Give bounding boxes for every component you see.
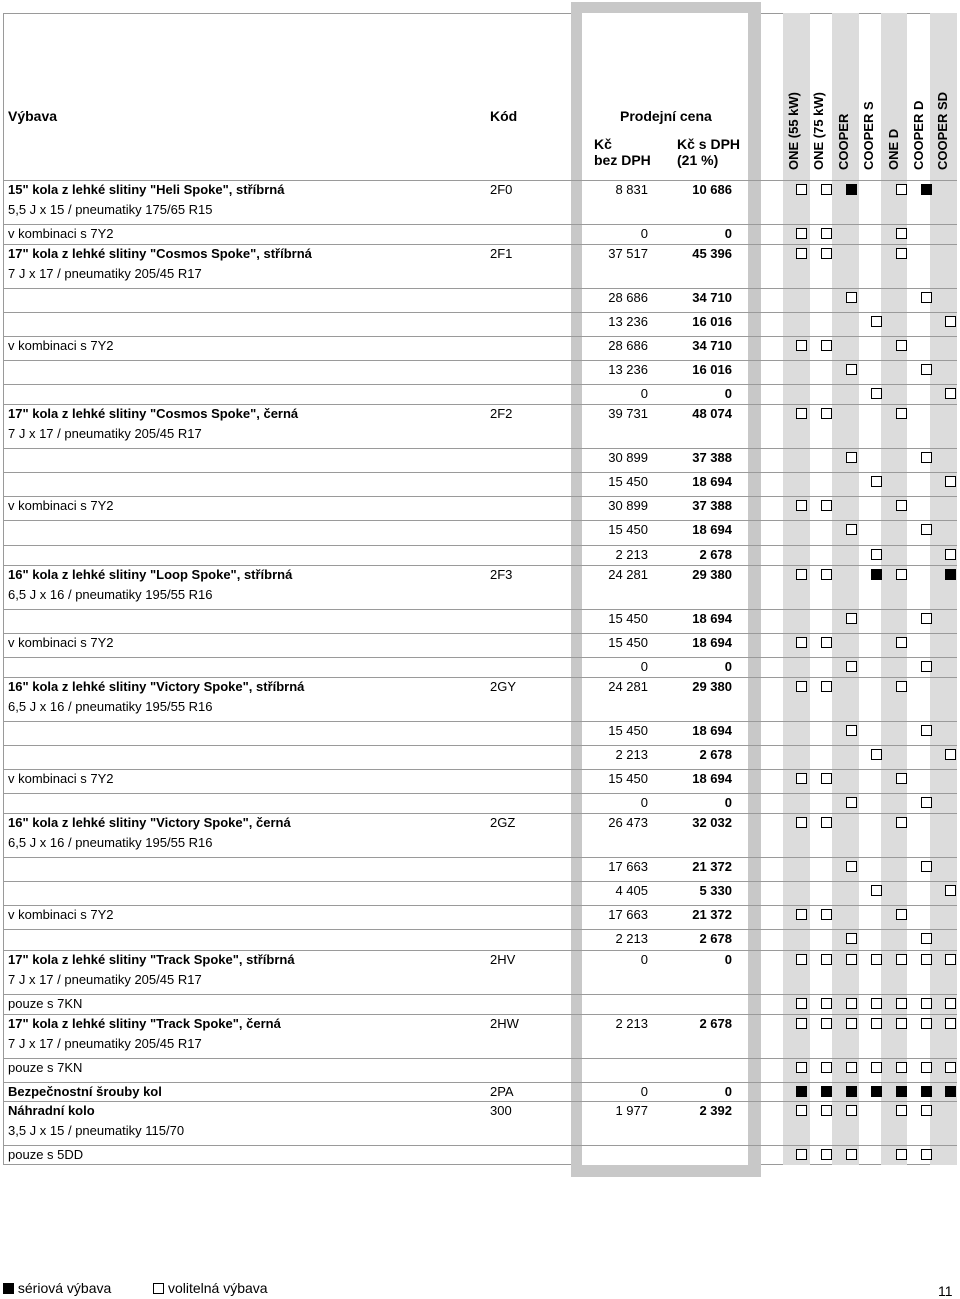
optional-mark-icon — [871, 885, 882, 896]
optional-mark-icon — [921, 1062, 932, 1073]
optional-mark-icon — [945, 1018, 956, 1029]
price-with-vat: 32 032 — [692, 815, 732, 830]
optional-mark-icon — [821, 817, 832, 828]
optional-mark-icon — [796, 1105, 807, 1116]
price-no-vat: 28 686 — [608, 290, 648, 305]
optional-mark-icon — [921, 954, 932, 965]
optional-mark-icon — [921, 364, 932, 375]
header-price-no-vat-1: Kč — [594, 136, 612, 152]
row-code: 2GZ — [490, 815, 516, 830]
optional-mark-icon — [896, 248, 907, 259]
row-name: pouze s 5DD — [8, 1147, 84, 1162]
optional-mark-icon — [796, 569, 807, 580]
row-divider — [3, 950, 957, 951]
optional-mark-icon — [921, 998, 932, 1009]
row-code: 2GY — [490, 679, 517, 694]
price-with-vat: 16 016 — [692, 362, 732, 377]
row-divider — [3, 745, 957, 746]
optional-mark-icon — [821, 1149, 832, 1160]
header-price-title: Prodejní cena — [620, 108, 712, 124]
row-divider — [3, 404, 957, 405]
serial-mark-icon — [871, 1086, 882, 1097]
price-no-vat: 2 213 — [615, 547, 648, 562]
price-with-vat: 0 — [724, 1084, 732, 1099]
optional-mark-icon — [945, 998, 956, 1009]
optional-mark-icon — [846, 954, 857, 965]
optional-mark-icon — [796, 773, 807, 784]
optional-mark-icon — [871, 476, 882, 487]
row-code: 2HV — [490, 952, 516, 967]
optional-mark-icon — [821, 184, 832, 195]
price-no-vat: 39 731 — [608, 406, 648, 421]
row-name: Bezpečnostní šrouby kol — [8, 1084, 162, 1099]
header-model-1: ONE (75 kW) — [811, 91, 826, 170]
serial-mark-icon — [846, 184, 857, 195]
price-with-vat: 0 — [724, 659, 732, 674]
price-with-vat: 18 694 — [692, 522, 732, 537]
optional-mark-icon — [796, 637, 807, 648]
optional-mark-icon — [821, 569, 832, 580]
price-no-vat: 24 281 — [608, 567, 648, 582]
optional-mark-icon — [871, 749, 882, 760]
optional-mark-icon — [896, 1018, 907, 1029]
price-no-vat: 15 450 — [608, 635, 648, 650]
optional-mark-icon — [896, 184, 907, 195]
header-model-4: ONE D — [886, 128, 901, 170]
serial-mark-icon — [896, 1086, 907, 1097]
row-spec: 7 J x 17 / pneumatiky 205/45 R17 — [8, 972, 202, 987]
price-no-vat: 0 — [640, 795, 648, 810]
optional-mark-icon — [796, 228, 807, 239]
row-spec: 7 J x 17 / pneumatiky 205/45 R17 — [8, 1036, 202, 1051]
price-with-vat: 34 710 — [692, 290, 732, 305]
optional-mark-icon — [871, 388, 882, 399]
optional-mark-icon — [846, 725, 857, 736]
row-divider — [3, 312, 957, 313]
price-with-vat: 0 — [724, 226, 732, 241]
row-divider — [3, 496, 957, 497]
header-price-no-vat-2: bez DPH — [594, 152, 651, 168]
price-no-vat: 17 663 — [608, 907, 648, 922]
optional-mark-icon — [896, 773, 907, 784]
serial-mark-icon — [796, 1086, 807, 1097]
optional-mark-icon — [796, 1149, 807, 1160]
optional-mark-icon — [846, 1018, 857, 1029]
price-with-vat: 48 074 — [692, 406, 732, 421]
row-code: 2F3 — [490, 567, 513, 582]
price-with-vat: 18 694 — [692, 611, 732, 626]
price-with-vat: 2 392 — [699, 1103, 732, 1118]
price-no-vat: 30 899 — [608, 498, 648, 513]
price-with-vat: 2 678 — [699, 747, 732, 762]
row-name: pouze s 7KN — [8, 996, 83, 1011]
optional-mark-icon — [846, 524, 857, 535]
optional-mark-icon — [921, 797, 932, 808]
price-with-vat: 10 686 — [692, 182, 732, 197]
row-divider — [3, 360, 957, 361]
optional-mark-icon — [846, 1105, 857, 1116]
price-no-vat: 0 — [640, 226, 648, 241]
row-spec: 3,5 J x 15 / pneumatiky 115/70 — [8, 1123, 185, 1138]
optional-mark-icon — [896, 228, 907, 239]
optional-mark-icon — [796, 954, 807, 965]
price-no-vat: 15 450 — [608, 474, 648, 489]
serial-square-icon — [3, 1283, 14, 1294]
price-no-vat: 30 899 — [608, 450, 648, 465]
optional-mark-icon — [821, 1018, 832, 1029]
row-code: 2F0 — [490, 182, 513, 197]
row-code: 300 — [490, 1103, 512, 1118]
optional-mark-icon — [846, 998, 857, 1009]
row-divider — [3, 657, 957, 658]
row-divider — [3, 336, 957, 337]
row-divider — [3, 384, 957, 385]
header-model-6: COOPER SD — [935, 91, 950, 170]
row-spec: 7 J x 17 / pneumatiky 205/45 R17 — [8, 266, 202, 281]
price-with-vat: 29 380 — [692, 679, 732, 694]
optional-mark-icon — [871, 316, 882, 327]
optional-mark-icon — [846, 933, 857, 944]
optional-mark-icon — [945, 885, 956, 896]
row-divider — [3, 905, 957, 906]
row-name: 17" kola z lehké slitiny "Track Spoke", stříbrná — [8, 952, 295, 967]
optional-mark-icon — [871, 954, 882, 965]
optional-mark-icon — [921, 613, 932, 624]
row-divider — [3, 224, 957, 225]
optional-mark-icon — [921, 452, 932, 463]
optional-mark-icon — [846, 1062, 857, 1073]
serial-mark-icon — [821, 1086, 832, 1097]
row-spec: 6,5 J x 16 / pneumatiky 195/55 R16 — [8, 587, 213, 602]
row-code: 2HW — [490, 1016, 519, 1031]
price-with-vat: 21 372 — [692, 859, 732, 874]
serial-mark-icon — [846, 1086, 857, 1097]
row-divider — [3, 448, 957, 449]
optional-mark-icon — [846, 1149, 857, 1160]
optional-mark-icon — [821, 1105, 832, 1116]
row-spec: 6,5 J x 16 / pneumatiky 195/55 R16 — [8, 835, 213, 850]
optional-mark-icon — [921, 1105, 932, 1116]
optional-mark-icon — [871, 998, 882, 1009]
optional-mark-icon — [821, 637, 832, 648]
legend-optional: volitelná výbava — [167, 1280, 268, 1296]
row-name: 16" kola z lehké slitiny "Victory Spoke", stříbrná — [8, 679, 305, 694]
row-divider — [3, 1101, 957, 1102]
optional-mark-icon — [821, 408, 832, 419]
optional-mark-icon — [821, 909, 832, 920]
price-with-vat: 34 710 — [692, 338, 732, 353]
row-divider — [3, 1145, 957, 1146]
row-divider — [3, 677, 957, 678]
optional-mark-icon — [871, 1018, 882, 1029]
optional-mark-icon — [846, 661, 857, 672]
row-divider — [3, 545, 957, 546]
row-divider — [3, 793, 957, 794]
row-name: v kombinaci s 7Y2 — [8, 771, 114, 786]
optional-mark-icon — [896, 998, 907, 1009]
row-divider — [3, 288, 957, 289]
price-with-vat: 18 694 — [692, 723, 732, 738]
serial-mark-icon — [921, 184, 932, 195]
price-no-vat: 0 — [640, 659, 648, 674]
price-no-vat: 4 405 — [615, 883, 648, 898]
optional-mark-icon — [921, 292, 932, 303]
optional-mark-icon — [796, 817, 807, 828]
price-with-vat: 2 678 — [699, 547, 732, 562]
optional-mark-icon — [896, 500, 907, 511]
optional-mark-icon — [821, 500, 832, 511]
optional-mark-icon — [796, 500, 807, 511]
row-divider — [3, 565, 957, 566]
row-code: 2PA — [490, 1084, 514, 1099]
serial-mark-icon — [945, 1086, 956, 1097]
row-divider — [3, 721, 957, 722]
price-with-vat: 18 694 — [692, 474, 732, 489]
row-name: v kombinaci s 7Y2 — [8, 338, 114, 353]
optional-mark-icon — [871, 549, 882, 560]
price-no-vat: 1 977 — [615, 1103, 648, 1118]
price-no-vat: 26 473 — [608, 815, 648, 830]
price-with-vat: 18 694 — [692, 635, 732, 650]
optional-mark-icon — [846, 797, 857, 808]
optional-mark-icon — [796, 408, 807, 419]
optional-mark-icon — [921, 524, 932, 535]
price-no-vat: 15 450 — [608, 522, 648, 537]
legend — [3, 1280, 268, 1296]
optional-mark-icon — [821, 998, 832, 1009]
row-name: Náhradní kolo — [8, 1103, 95, 1118]
row-divider — [3, 1082, 957, 1083]
optional-mark-icon — [796, 184, 807, 195]
header-model-2: COOPER — [836, 113, 851, 170]
row-divider — [3, 769, 957, 770]
price-no-vat: 28 686 — [608, 338, 648, 353]
optional-mark-icon — [921, 1149, 932, 1160]
optional-mark-icon — [896, 637, 907, 648]
optional-mark-icon — [945, 749, 956, 760]
header-model-0: ONE (55 kW) — [786, 91, 801, 170]
optional-mark-icon — [821, 340, 832, 351]
price-with-vat: 0 — [724, 795, 732, 810]
optional-mark-icon — [821, 248, 832, 259]
optional-mark-icon — [871, 1062, 882, 1073]
optional-mark-icon — [896, 1149, 907, 1160]
optional-mark-icon — [896, 817, 907, 828]
price-no-vat: 8 831 — [615, 182, 648, 197]
optional-mark-icon — [896, 954, 907, 965]
header-price-vat-1: Kč s DPH — [677, 136, 741, 152]
row-name: 15" kola z lehké slitiny "Heli Spoke", stříbrná — [8, 182, 285, 197]
row-name: 17" kola z lehké slitiny "Cosmos Spoke", stříbrná — [8, 246, 312, 261]
optional-mark-icon — [921, 1018, 932, 1029]
optional-mark-icon — [896, 1105, 907, 1116]
row-divider — [3, 1058, 957, 1059]
price-no-vat: 15 450 — [608, 723, 648, 738]
price-with-vat: 16 016 — [692, 314, 732, 329]
optional-mark-icon — [945, 388, 956, 399]
price-no-vat: 13 236 — [608, 314, 648, 329]
serial-mark-icon — [871, 569, 882, 580]
row-name: v kombinaci s 7Y2 — [8, 635, 114, 650]
row-divider — [3, 929, 957, 930]
optional-mark-icon — [796, 998, 807, 1009]
price-no-vat: 2 213 — [615, 931, 648, 946]
row-divider — [3, 244, 957, 245]
row-spec: 5,5 J x 15 / pneumatiky 175/65 R15 — [8, 202, 213, 217]
price-no-vat: 13 236 — [608, 362, 648, 377]
row-name: v kombinaci s 7Y2 — [8, 226, 114, 241]
optional-mark-icon — [896, 681, 907, 692]
optional-mark-icon — [846, 452, 857, 463]
header-kod: Kód — [490, 108, 518, 124]
optional-mark-icon — [796, 681, 807, 692]
row-name: v kombinaci s 7Y2 — [8, 498, 114, 513]
optional-mark-icon — [846, 364, 857, 375]
row-divider — [3, 994, 957, 995]
price-with-vat: 45 396 — [692, 246, 732, 261]
row-code: 2F1 — [490, 246, 513, 261]
header-vybava: Výbava — [8, 108, 58, 124]
row-name: 17" kola z lehké slitiny "Cosmos Spoke", černá — [8, 406, 299, 421]
serial-mark-icon — [945, 569, 956, 580]
price-no-vat: 17 663 — [608, 859, 648, 874]
row-divider — [3, 881, 957, 882]
price-with-vat: 37 388 — [692, 498, 732, 513]
optional-mark-icon — [921, 725, 932, 736]
row-divider — [3, 609, 957, 610]
optional-mark-icon — [921, 661, 932, 672]
optional-mark-icon — [921, 861, 932, 872]
price-with-vat: 2 678 — [699, 1016, 732, 1031]
row-divider — [3, 472, 957, 473]
optional-mark-icon — [896, 1062, 907, 1073]
legend-serial: sériová výbava — [17, 1280, 112, 1296]
optional-mark-icon — [821, 954, 832, 965]
optional-mark-icon — [896, 909, 907, 920]
page-number: 11 — [938, 1283, 953, 1299]
optional-mark-icon — [945, 316, 956, 327]
optional-mark-icon — [921, 933, 932, 944]
price-no-vat: 0 — [640, 386, 648, 401]
price-no-vat: 0 — [640, 1084, 648, 1099]
optional-mark-icon — [896, 569, 907, 580]
row-divider — [3, 813, 957, 814]
model-column-shade-3 — [930, 13, 957, 1165]
header-model-5: COOPER D — [911, 100, 926, 170]
price-no-vat: 0 — [640, 952, 648, 967]
price-no-vat: 15 450 — [608, 611, 648, 626]
price-no-vat: 15 450 — [608, 771, 648, 786]
optional-mark-icon — [796, 340, 807, 351]
row-divider — [3, 180, 957, 181]
row-spec: 6,5 J x 16 / pneumatiky 195/55 R16 — [8, 699, 213, 714]
optional-mark-icon — [896, 340, 907, 351]
row-divider — [3, 633, 957, 634]
optional-mark-icon — [846, 613, 857, 624]
row-name: v kombinaci s 7Y2 — [8, 907, 114, 922]
optional-mark-icon — [796, 1062, 807, 1073]
price-with-vat: 21 372 — [692, 907, 732, 922]
price-with-vat: 0 — [724, 952, 732, 967]
optional-mark-icon — [821, 773, 832, 784]
row-name: pouze s 7KN — [8, 1060, 83, 1075]
serial-mark-icon — [921, 1086, 932, 1097]
optional-mark-icon — [821, 228, 832, 239]
price-no-vat: 2 213 — [615, 1016, 648, 1031]
optional-mark-icon — [846, 861, 857, 872]
header-price-vat-2: (21 %) — [677, 152, 719, 168]
row-name: 16" kola z lehké slitiny "Victory Spoke", černá — [8, 815, 291, 830]
price-no-vat: 37 517 — [608, 246, 648, 261]
price-with-vat: 2 678 — [699, 931, 732, 946]
row-spec: 7 J x 17 / pneumatiky 205/45 R17 — [8, 426, 202, 441]
row-divider — [3, 857, 957, 858]
header-model-3: COOPER S — [861, 101, 876, 170]
optional-mark-icon — [796, 248, 807, 259]
optional-mark-icon — [896, 408, 907, 419]
row-name: 17" kola z lehké slitiny "Track Spoke", černá — [8, 1016, 281, 1031]
optional-mark-icon — [821, 681, 832, 692]
optional-mark-icon — [945, 954, 956, 965]
price-with-vat: 29 380 — [692, 567, 732, 582]
optional-mark-icon — [796, 1018, 807, 1029]
optional-mark-icon — [945, 1062, 956, 1073]
price-with-vat: 37 388 — [692, 450, 732, 465]
row-divider — [3, 1014, 957, 1015]
optional-mark-icon — [821, 1062, 832, 1073]
price-with-vat: 5 330 — [699, 883, 732, 898]
optional-square-icon — [153, 1283, 164, 1294]
row-divider — [3, 520, 957, 521]
optional-mark-icon — [796, 909, 807, 920]
optional-mark-icon — [945, 549, 956, 560]
price-no-vat: 24 281 — [608, 679, 648, 694]
price-with-vat: 0 — [724, 386, 732, 401]
price-no-vat: 2 213 — [615, 747, 648, 762]
price-with-vat: 18 694 — [692, 771, 732, 786]
row-name: 16" kola z lehké slitiny "Loop Spoke", stříbrná — [8, 567, 293, 582]
row-code: 2F2 — [490, 406, 513, 421]
optional-mark-icon — [846, 292, 857, 303]
optional-mark-icon — [945, 476, 956, 487]
